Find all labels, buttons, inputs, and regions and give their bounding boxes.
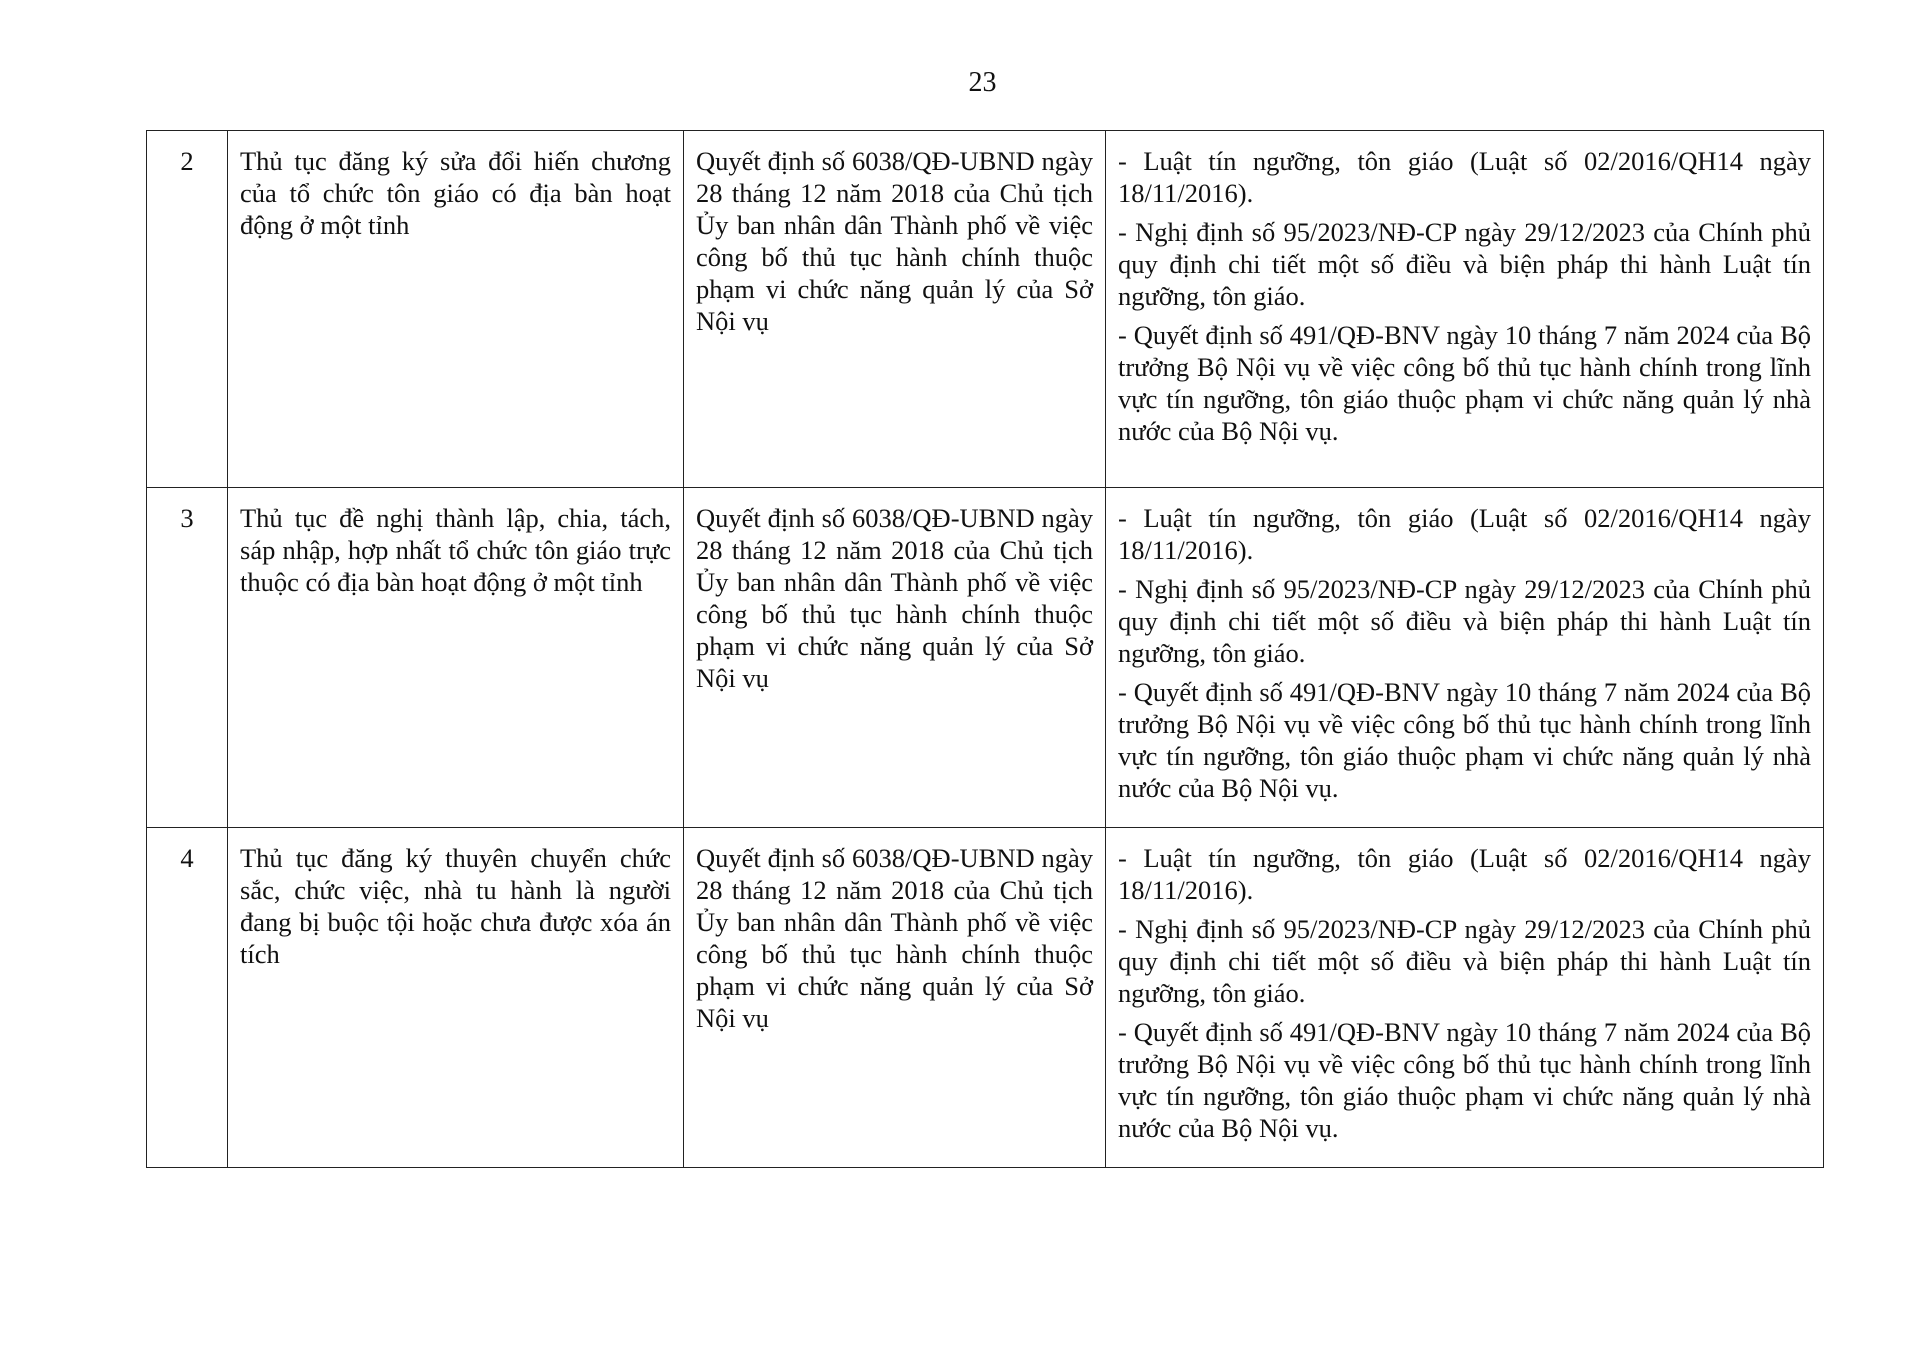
legal-basis <box>1106 131 1824 488</box>
legal-basis-item: - Nghị định số 95/2023/NĐ-CP ngày 29/12/2023 của Chính phủ quy định chi tiết một số điều và biện pháp thi hành Luật tín ngưỡng, tôn giáo. <box>1118 914 1811 1008</box>
procedures-table <box>146 130 1824 1168</box>
row-number: 3 <box>147 488 228 828</box>
legal-basis-item: - Nghị định số 95/2023/NĐ-CP ngày 29/12/2023 của Chính phủ quy định chi tiết một số điều và biện pháp thi hành Luật tín ngưỡng, tôn giáo. <box>1118 574 1811 668</box>
legal-basis-item: - Quyết định số 491/QĐ-BNV ngày 10 tháng 7 năm 2024 của Bộ trưởng Bộ Nội vụ về việc công bố thủ tục hành chính trong lĩnh vực tín ngưỡng, tôn giáo thuộc phạm vi chức năng quản lý nhà nước của Bộ Nội vụ. <box>1118 320 1811 446</box>
legal-basis-item: - Quyết định số 491/QĐ-BNV ngày 10 tháng 7 năm 2024 của Bộ trưởng Bộ Nội vụ về việc công bố thủ tục hành chính trong lĩnh vực tín ngưỡng, tôn giáo thuộc phạm vi chức năng quản lý nhà nước của Bộ Nội vụ. <box>1118 677 1811 803</box>
page-number: 23 <box>968 67 997 98</box>
table-row <box>147 131 1824 488</box>
publishing-decision: Quyết định số 6038/QĐ-UBND ngày 28 tháng 12 năm 2018 của Chủ tịch Ủy ban nhân dân Thành phố về việc công bố thủ tục hành chính thuộc phạm vi chức năng quản lý của Sở Nội vụ <box>684 131 1106 488</box>
table-row <box>147 828 1824 1168</box>
row-number: 4 <box>147 828 228 1168</box>
procedure-name: Thủ tục đề nghị thành lập, chia, tách, sáp nhập, hợp nhất tổ chức tôn giáo trực thuộc có địa bàn hoạt động ở một tỉnh <box>228 488 684 828</box>
legal-basis-item: - Luật tín ngưỡng, tôn giáo (Luật số 02/2016/QH14 ngày 18/11/2016). <box>1118 843 1811 905</box>
legal-basis-item: - Luật tín ngưỡng, tôn giáo (Luật số 02/2016/QH14 ngày 18/11/2016). <box>1118 146 1811 208</box>
legal-basis-item: - Luật tín ngưỡng, tôn giáo (Luật số 02/2016/QH14 ngày 18/11/2016). <box>1118 503 1811 565</box>
procedure-name: Thủ tục đăng ký thuyên chuyển chức sắc, chức việc, nhà tu hành là người đang bị buộc tội hoặc chưa được xóa án tích <box>228 828 684 1168</box>
publishing-decision: Quyết định số 6038/QĐ-UBND ngày 28 tháng 12 năm 2018 của Chủ tịch Ủy ban nhân dân Thành phố về việc công bố thủ tục hành chính thuộc phạm vi chức năng quản lý của Sở Nội vụ <box>684 828 1106 1168</box>
legal-basis <box>1106 488 1824 828</box>
publishing-decision: Quyết định số 6038/QĐ-UBND ngày 28 tháng 12 năm 2018 của Chủ tịch Ủy ban nhân dân Thành phố về việc công bố thủ tục hành chính thuộc phạm vi chức năng quản lý của Sở Nội vụ <box>684 488 1106 828</box>
table-row <box>147 488 1824 828</box>
legal-basis-item: - Nghị định số 95/2023/NĐ-CP ngày 29/12/2023 của Chính phủ quy định chi tiết một số điều và biện pháp thi hành Luật tín ngưỡng, tôn giáo. <box>1118 217 1811 311</box>
legal-basis <box>1106 828 1824 1168</box>
procedure-name: Thủ tục đăng ký sửa đổi hiến chương của tổ chức tôn giáo có địa bàn hoạt động ở một tỉnh <box>228 131 684 488</box>
legal-basis-item: - Quyết định số 491/QĐ-BNV ngày 10 tháng 7 năm 2024 của Bộ trưởng Bộ Nội vụ về việc công bố thủ tục hành chính trong lĩnh vực tín ngưỡng, tôn giáo thuộc phạm vi chức năng quản lý nhà nước của Bộ Nội vụ. <box>1118 1017 1811 1143</box>
row-number: 2 <box>147 131 228 488</box>
